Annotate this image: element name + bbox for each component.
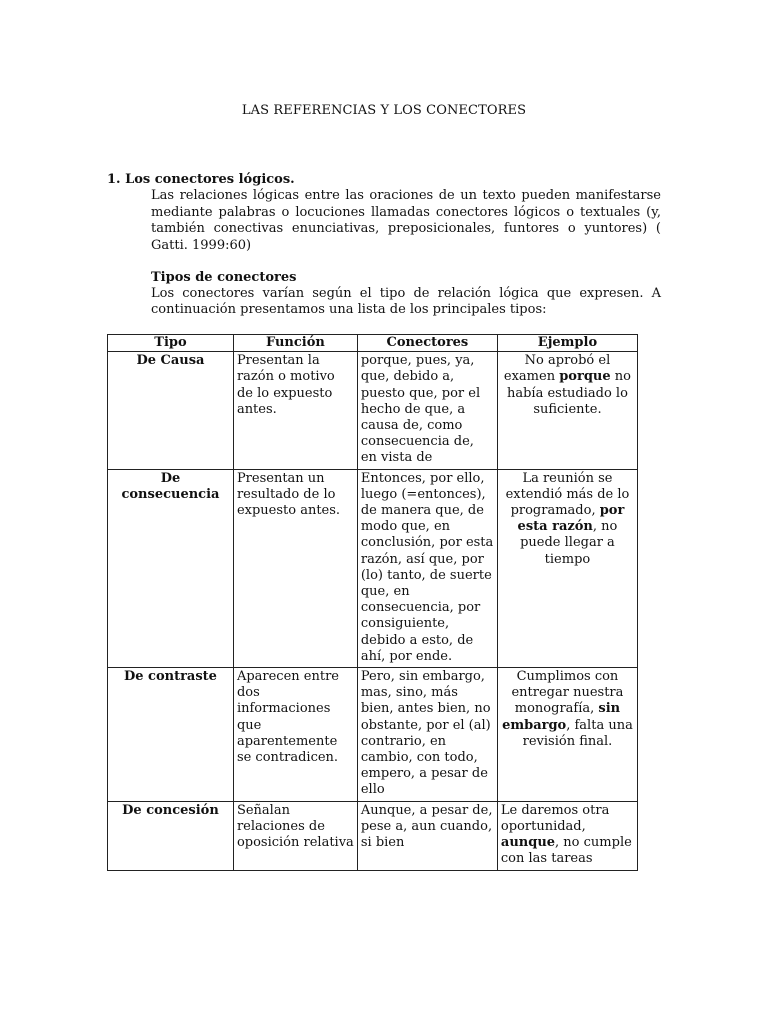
header-tipo: Tipo <box>108 335 234 352</box>
table-row <box>108 469 638 667</box>
cell-funcion: Aparecen entre dos informaciones que aparentemente se contradicen. <box>233 668 357 802</box>
cell-tipo: De consecuencia <box>108 469 234 667</box>
cell-conectores: porque, pues, ya, que, debido a, puesto que, por el hecho de que, a causa de, como consecuencia de, en vista de <box>357 352 497 469</box>
header-conectores: Conectores <box>357 335 497 352</box>
cell-conectores: Aunque, a pesar de, pese a, aun cuando, si bien <box>357 801 497 870</box>
cell-funcion: Presentan un resultado de lo expuesto antes. <box>233 469 357 667</box>
example-text: , no cumple con las tareas <box>500 835 632 867</box>
example-text: No aprobó el examen <box>503 353 611 385</box>
cell-ejemplo <box>497 469 637 667</box>
example-text: , falta una revisión final. <box>522 717 633 749</box>
types-intro-paragraph: Los conectores varían según el tipo de relación lógica que expresen. A continuación presentamos una lista de los principales tipos: <box>151 286 661 317</box>
example-connector: por esta razón <box>517 503 625 535</box>
subsection-heading: Tipos de conectores <box>151 270 297 285</box>
cell-conectores: Pero, sin embargo, mas, sino, más bien, antes bien, no obstante, por el (al) contrario, en cambio, con todo, empero, a pesar de ello <box>357 668 497 802</box>
table-row <box>108 801 638 870</box>
cell-funcion: Presentan la razón o motivo de lo expuesto antes. <box>233 352 357 469</box>
section-heading: 1. Los conectores lógicos. <box>107 172 295 187</box>
intro-paragraph: Las relaciones lógicas entre las oraciones de un texto pueden manifestarse mediante palabras o locuciones llamadas conectores lógicos o textuales (y, también conectivas enunciativas, preposicionales, funtores o yuntores) ( Gatti. 1999:60) <box>151 188 661 253</box>
example-text: Cumplimos con entregar nuestra monografía, <box>511 669 624 717</box>
example-text: no había estudiado lo suficiente. <box>506 369 631 417</box>
table-header-row <box>108 335 638 352</box>
cell-funcion: Señalan relaciones de oposición relativa <box>233 801 357 870</box>
cell-conectores: Entonces, por ello, luego (=entonces), de manera que, de modo que, en conclusión, por esta razón, así que, por (lo) tanto, de suerte que, en consecuencia, por consiguiente, debido a esto, de ahí, por ende. <box>357 469 497 667</box>
cell-tipo: De contraste <box>108 668 234 802</box>
example-connector: sin embargo <box>502 701 621 733</box>
cell-ejemplo <box>497 801 637 870</box>
document-title: LAS REFERENCIAS Y LOS CONECTORES <box>241 103 527 118</box>
cell-tipo: De concesión <box>108 801 234 870</box>
example-text: Le daremos otra oportunidad, <box>500 802 610 834</box>
cell-ejemplo <box>497 668 637 802</box>
example-text: La reunión se extendió más de lo programado, <box>505 470 630 519</box>
cell-tipo: De Causa <box>108 352 234 469</box>
cell-ejemplo <box>497 352 637 469</box>
header-funcion: Función <box>233 335 357 352</box>
table-row <box>108 668 638 802</box>
header-ejemplo: Ejemplo <box>497 335 637 352</box>
example-connector: porque <box>559 369 611 385</box>
table-row <box>108 352 638 469</box>
connectors-table <box>107 334 638 871</box>
example-connector: aunque <box>500 835 556 851</box>
example-text: , no puede llegar a tiempo <box>520 519 618 567</box>
